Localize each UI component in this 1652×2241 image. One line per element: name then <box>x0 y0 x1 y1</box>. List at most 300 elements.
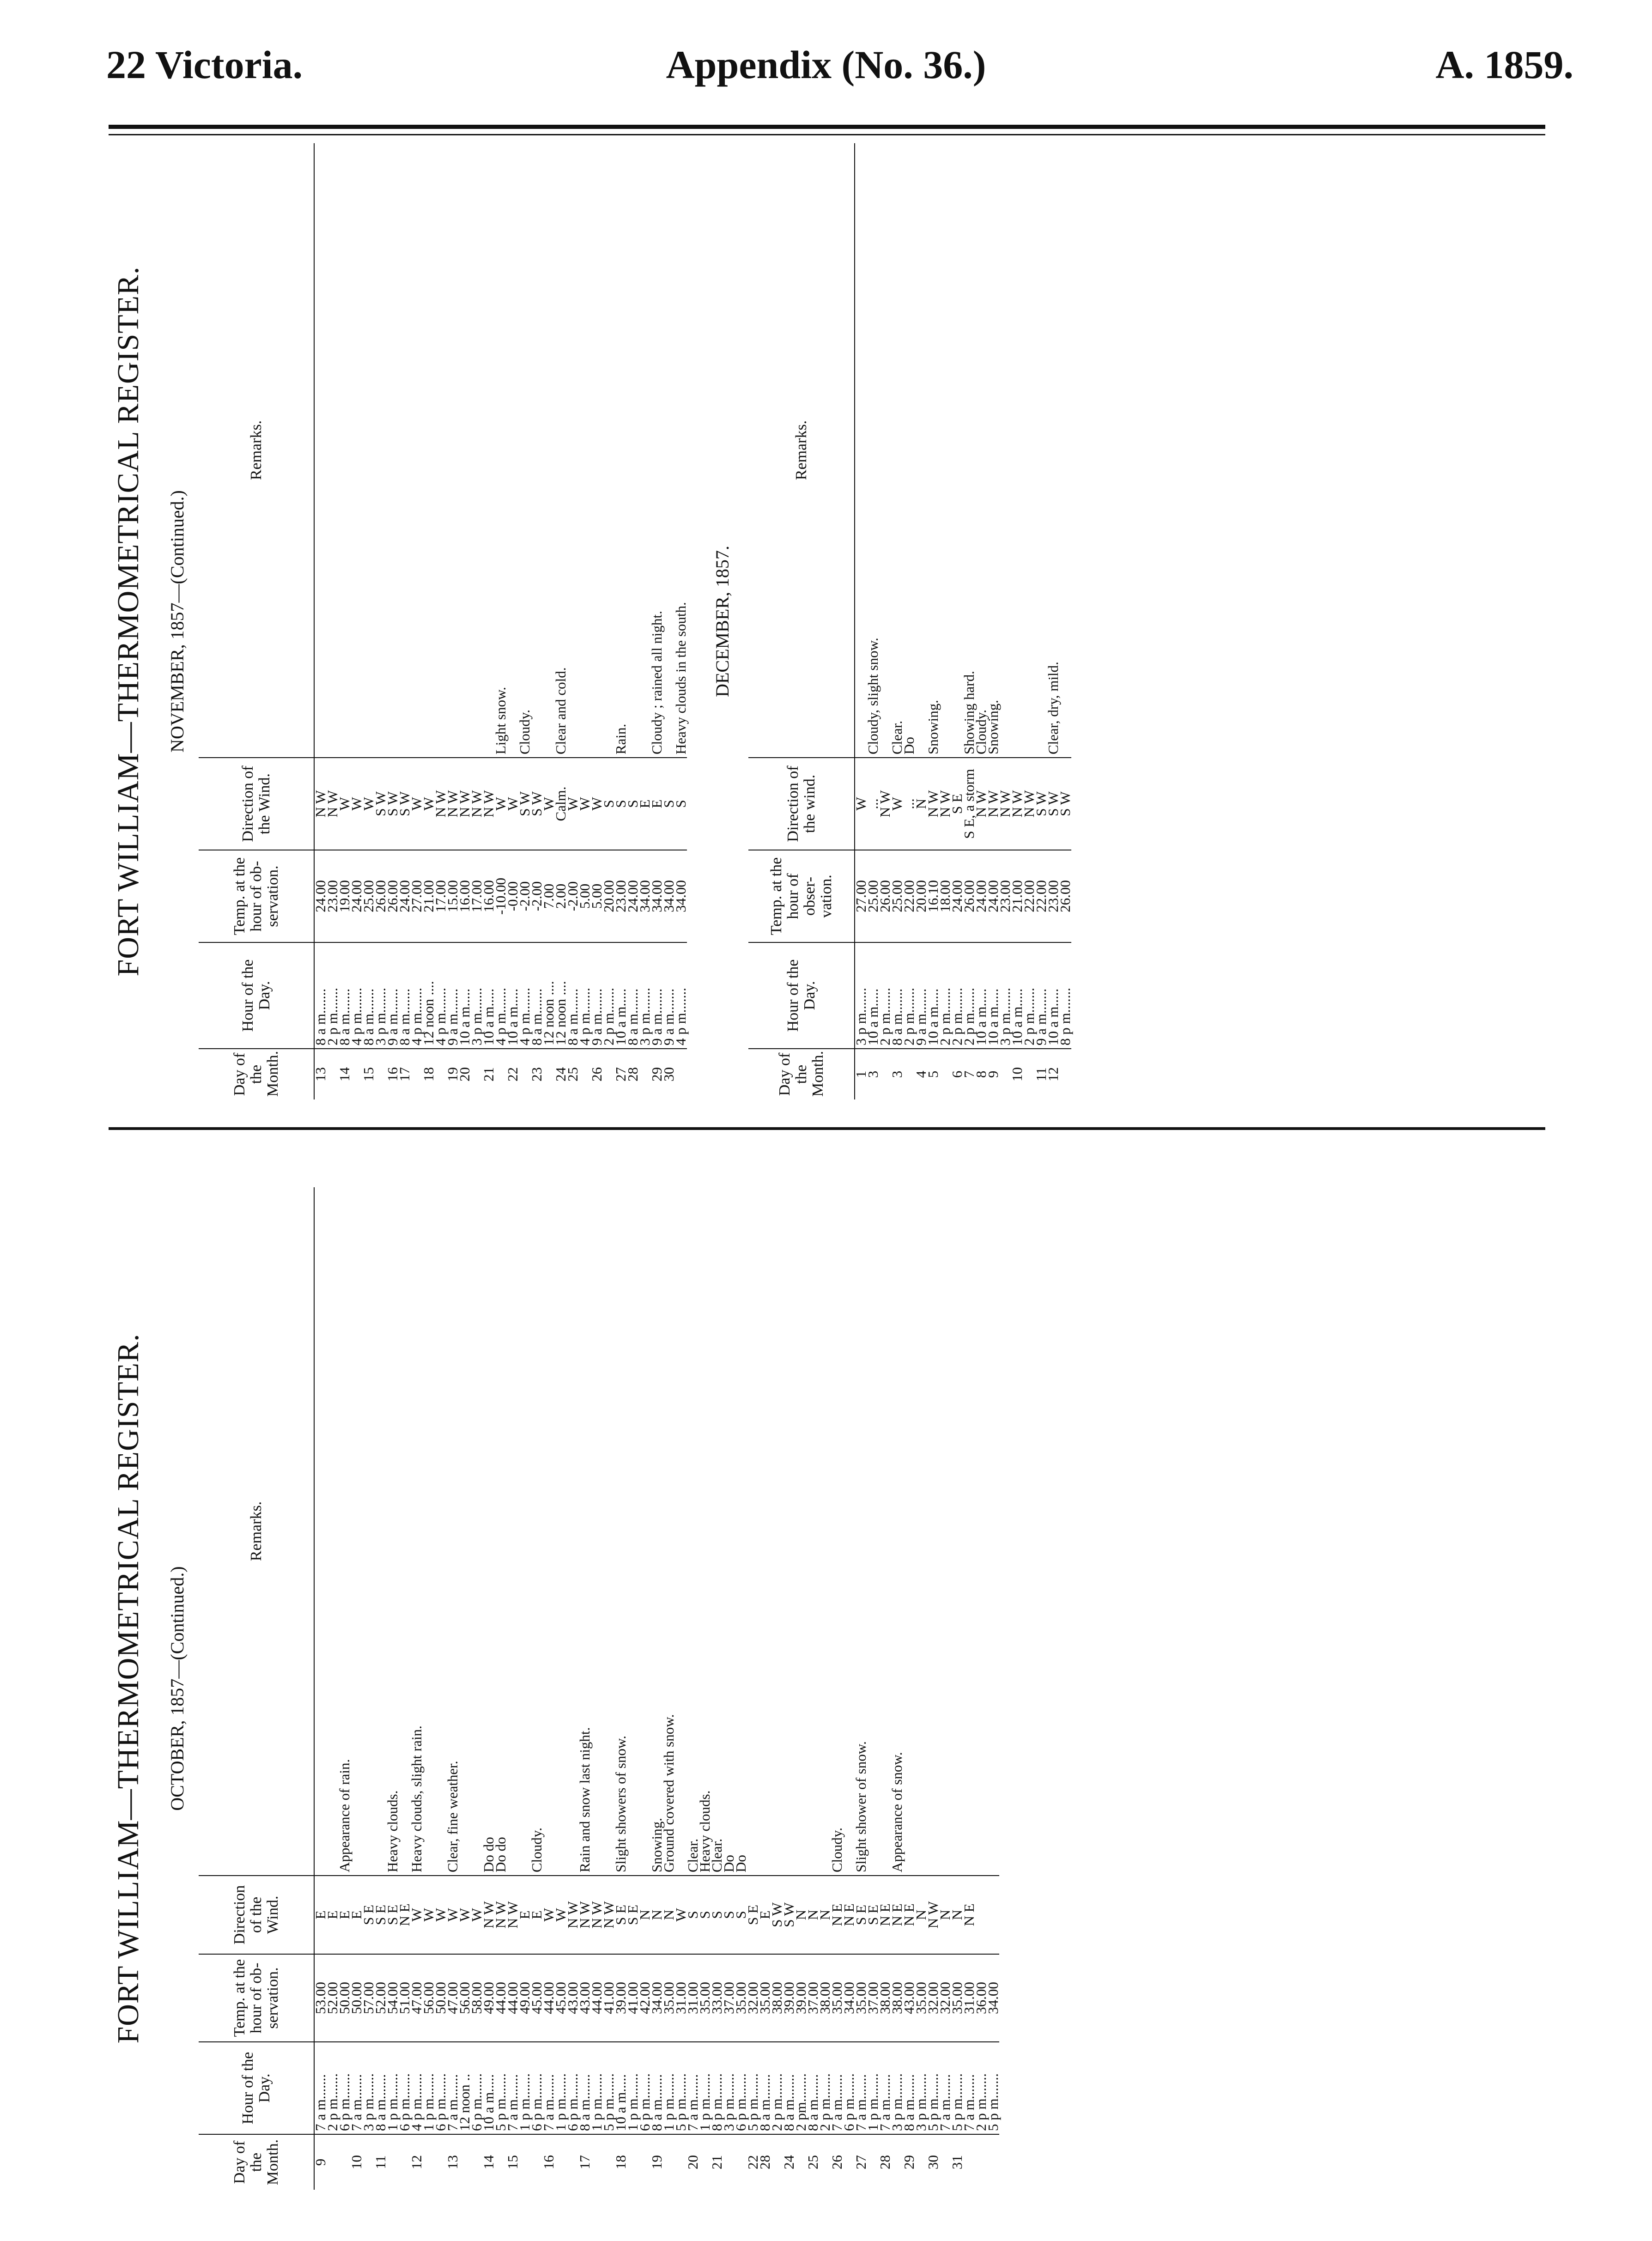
table-row <box>819 1187 831 2190</box>
temp-cell: 26.00 <box>1059 850 1071 942</box>
wind-cell: S <box>723 1876 735 1954</box>
temp-cell: 34.00 <box>651 850 663 942</box>
temp-cell: 25.00 <box>867 850 879 942</box>
day-cell: 22 <box>507 1049 519 1099</box>
temp-cell: 31.00 <box>963 1954 975 2042</box>
hour-cell: 10 a m..... <box>867 942 879 1049</box>
day-cell: 14 <box>483 2134 495 2190</box>
november-subtitle: NOVEMBER, 1857—(Continued.) <box>167 490 188 753</box>
hour-cell: 1 p m....... <box>663 2042 675 2134</box>
hour-cell: 2 p m....... <box>1023 942 1035 1049</box>
header-rule-thin <box>109 134 1545 135</box>
day-cell: 10 <box>1011 1049 1023 1099</box>
col-day: Day of the Month. <box>199 1049 314 1099</box>
day-cell: 25 <box>807 2134 819 2190</box>
day-cell: 13 <box>314 1049 327 1099</box>
temp-cell: 26.00 <box>387 850 399 942</box>
wind-cell: N E <box>831 1876 843 1954</box>
temp-cell: 44.00 <box>543 1954 555 2042</box>
wind-cell: N W <box>999 758 1011 850</box>
wind-cell: S E <box>951 758 963 850</box>
rem-cell: Clear, dry, mild. <box>1045 662 1061 754</box>
temp-cell: 26.00 <box>879 850 891 942</box>
wind-cell: N W <box>1011 758 1023 850</box>
table-row <box>663 1187 675 2190</box>
table-row <box>363 143 375 1099</box>
temp-cell: -2.00 <box>531 850 543 942</box>
table-row <box>495 1187 507 2190</box>
wind-cell: N W <box>507 1876 519 1954</box>
hour-cell: 1 p m....... <box>867 2042 879 2134</box>
table-row <box>939 1187 951 2190</box>
rem-cell: Cloudy. <box>973 709 989 754</box>
table-row <box>399 1187 411 2190</box>
day-cell: 27 <box>855 2134 867 2190</box>
temp-cell: 20.00 <box>603 850 615 942</box>
temp-cell: 20.00 <box>915 850 927 942</box>
table-row <box>591 143 603 1099</box>
wind-cell: N <box>939 1876 951 1954</box>
table-row <box>927 1187 939 2190</box>
wind-cell: N W <box>939 758 951 850</box>
hour-cell: 3 p m....... <box>891 2042 903 2134</box>
wind-cell: W <box>579 758 591 850</box>
hour-cell: 6 p m....... <box>435 2042 447 2134</box>
wind-cell: S W <box>531 758 543 850</box>
table-row <box>579 1187 591 2190</box>
wind-cell: W <box>339 758 351 850</box>
day-cell: 20 <box>687 2134 699 2190</box>
hour-cell: 2 p m....... <box>771 2042 783 2134</box>
day-cell: 18 <box>615 2134 627 2190</box>
rem-cell: Heavy clouds. <box>697 1790 713 1872</box>
wind-cell: N <box>915 1876 927 1954</box>
rem-cell <box>531 143 543 758</box>
table-row <box>483 1187 495 2190</box>
day-cell: 9 <box>314 2134 327 2190</box>
wind-cell: W <box>351 758 363 850</box>
wind-cell: N W <box>879 758 891 850</box>
hour-cell: 3 p m....... <box>915 2042 927 2134</box>
hour-cell: 1 p m....... <box>555 2042 567 2134</box>
rem-cell: Appearance of rain. <box>336 1759 352 1872</box>
table-row <box>975 143 987 1099</box>
col-day: Day of the Month. <box>748 1049 855 1099</box>
rem-cell: Snowing. <box>985 700 1001 754</box>
hour-cell: 2 p m....... <box>939 942 951 1049</box>
table-row <box>975 1187 987 2190</box>
table-row <box>447 143 459 1099</box>
rem-cell <box>627 143 639 758</box>
wind-cell: E <box>639 758 651 850</box>
table-row <box>723 1187 735 2190</box>
table-row <box>423 1187 435 2190</box>
hour-cell: 9 a m....... <box>591 942 603 1049</box>
temp-cell: 36.00 <box>975 1954 987 2042</box>
hour-cell: 8 a m....... <box>339 942 351 1049</box>
wind-cell: W <box>543 1876 555 1954</box>
hour-cell: 12 noon .... <box>423 942 435 1049</box>
table-row <box>531 1187 543 2190</box>
wind-cell: N W <box>495 1876 507 1954</box>
wind-cell: N E <box>963 1876 975 1954</box>
hour-cell: 8 p m....... <box>1059 942 1071 1049</box>
hour-cell: 6 p m....... <box>567 2042 579 2134</box>
rem-cell: Cloudy, slight snow. <box>865 638 881 754</box>
table-row <box>627 1187 639 2190</box>
temp-cell: 34.00 <box>663 850 675 942</box>
day-cell: 28 <box>759 2134 771 2190</box>
november-table <box>199 143 687 1099</box>
table-row <box>459 1187 471 2190</box>
table-row <box>867 1187 879 2190</box>
wind-cell: S W <box>399 758 411 850</box>
rem-cell <box>579 143 591 758</box>
wind-cell: N W <box>603 1876 615 1954</box>
rem-cell: Ground covered with snow. <box>661 1714 677 1872</box>
table-row <box>567 143 579 1099</box>
rem-cell: Cloudy. <box>829 1827 845 1872</box>
temp-cell: 44.00 <box>591 1954 603 2042</box>
temp-cell: 35.00 <box>663 1954 675 2042</box>
temp-cell: 34.00 <box>639 850 651 942</box>
hour-cell: 9 a m....... <box>1035 942 1047 1049</box>
col-wind: Direction of the wind. <box>748 758 855 850</box>
hour-cell: 8 p m....... <box>711 2042 723 2134</box>
rem-cell <box>915 143 927 758</box>
hour-cell: 12 noon .... <box>555 942 567 1049</box>
hour-cell: 8 a m....... <box>531 942 543 1049</box>
wind-cell: W <box>423 1876 435 1954</box>
section-divider <box>109 1127 1545 1130</box>
table-row <box>579 143 591 1099</box>
hour-cell: 2 p m....... <box>975 2042 987 2134</box>
rem-cell <box>783 1187 795 1876</box>
temp-cell: 52.00 <box>327 1954 339 2042</box>
hour-cell: 8 a m....... <box>903 2042 915 2134</box>
day-cell: 16 <box>387 1049 399 1099</box>
hour-cell: 12 noon .. <box>459 2042 471 2134</box>
volume-label: 22 Victoria. <box>106 43 303 87</box>
table-row <box>375 1187 387 2190</box>
hour-cell: 10 a m..... <box>615 2042 627 2134</box>
rem-cell <box>807 1187 819 1876</box>
hour-cell: 6 p m....... <box>471 2042 483 2134</box>
hour-cell: 8 a m....... <box>363 942 375 1049</box>
day-cell: 17 <box>579 2134 591 2190</box>
rem-cell <box>963 1187 975 1876</box>
rem-cell <box>543 143 555 758</box>
table-row <box>915 1187 927 2190</box>
day-cell: 7 <box>963 1049 975 1099</box>
wind-cell: S <box>687 1876 699 1954</box>
table-row <box>747 1187 759 2190</box>
temp-cell: 39.00 <box>783 1954 795 2042</box>
hour-cell: 8 a m....... <box>579 2042 591 2134</box>
rem-cell: Snowing. <box>649 1818 665 1872</box>
temp-cell: 37.00 <box>867 1954 879 2042</box>
rem-cell <box>759 1187 771 1876</box>
hour-cell: 3 p m....... <box>375 942 387 1049</box>
rem-cell: Heavy clouds, slight rain. <box>408 1725 425 1872</box>
day-cell: 6 <box>951 1049 963 1099</box>
hour-cell: 2 p m....... <box>819 2042 831 2134</box>
wind-cell: S <box>603 758 615 850</box>
table-row <box>387 1187 399 2190</box>
day-cell: 28 <box>879 2134 891 2190</box>
temp-cell: 31.00 <box>675 1954 687 2042</box>
hour-cell: 9 a m....... <box>387 942 399 1049</box>
wind-cell: E <box>314 1876 327 1954</box>
hour-cell: 8 a m....... <box>891 942 903 1049</box>
hour-cell: 3 p m....... <box>999 942 1011 1049</box>
table-row <box>507 143 519 1099</box>
hour-cell: 8 a m....... <box>375 2042 387 2134</box>
temp-cell: 38.00 <box>879 1954 891 2042</box>
table-row <box>687 1187 699 2190</box>
temp-cell: 21.00 <box>1011 850 1023 942</box>
temp-cell: 39.00 <box>615 1954 627 2042</box>
wind-cell: N E <box>879 1876 891 1954</box>
temp-cell: 35.00 <box>855 1954 867 2042</box>
wind-cell: S E <box>747 1876 759 1954</box>
rem-cell: Do <box>721 1855 737 1872</box>
temp-cell: 23.00 <box>615 850 627 942</box>
wind-cell: S <box>615 758 627 850</box>
wind-cell: S E <box>627 1876 639 1954</box>
day-cell: 15 <box>507 2134 519 2190</box>
temp-cell: 37.00 <box>807 1954 819 2042</box>
temp-cell: 58.00 <box>471 1954 483 2042</box>
wind-cell: E <box>327 1876 339 1954</box>
rem-cell: Heavy clouds in the south. <box>673 602 689 754</box>
wind-cell: N W <box>567 1876 579 1954</box>
temp-cell: 32.00 <box>939 1954 951 2042</box>
table-row <box>675 1187 687 2190</box>
day-cell: 29 <box>903 2134 915 2190</box>
wind-cell: S <box>711 1876 723 1954</box>
rem-cell <box>507 143 519 758</box>
hour-cell: 4 p m....... <box>675 942 687 1049</box>
hour-cell: 3 p m....... <box>363 2042 375 2134</box>
table-row <box>915 143 927 1099</box>
wind-cell: S W <box>771 1876 783 1954</box>
table-row <box>363 1187 375 2190</box>
table-row <box>495 143 507 1099</box>
wind-cell: W <box>555 1876 567 1954</box>
temp-cell: 22.00 <box>903 850 915 942</box>
wind-cell: S W <box>387 758 399 850</box>
table-row <box>771 1187 783 2190</box>
hour-cell: 9 a m....... <box>663 942 675 1049</box>
wind-cell: W <box>591 758 603 850</box>
hour-cell: 12 noon .... <box>543 942 555 1049</box>
table-row <box>339 1187 351 2190</box>
table-row <box>987 143 999 1099</box>
table-row <box>675 143 687 1099</box>
rem-cell <box>939 143 951 758</box>
rem-cell <box>603 143 615 758</box>
rem-cell <box>951 143 963 758</box>
temp-cell: 56.00 <box>423 1954 435 2042</box>
rem-cell <box>314 143 327 758</box>
table-row <box>951 143 963 1099</box>
hour-cell: 2 p m....... <box>879 942 891 1049</box>
table-row <box>423 143 435 1099</box>
wind-cell: E <box>339 1876 351 1954</box>
temp-cell: 25.00 <box>363 850 375 942</box>
table-row <box>735 1187 747 2190</box>
hour-cell: 1 p m....... <box>387 2042 399 2134</box>
rem-cell <box>951 1187 963 1876</box>
hour-cell: 10 a m..... <box>507 942 519 1049</box>
rem-cell <box>567 143 579 758</box>
wind-cell: S <box>699 1876 711 1954</box>
day-cell: 26 <box>591 1049 603 1099</box>
day-cell: 19 <box>447 1049 459 1099</box>
temp-cell: 23.00 <box>999 850 1011 942</box>
wind-cell: N <box>819 1876 831 1954</box>
table-row <box>519 143 531 1099</box>
rem-cell <box>915 1187 927 1876</box>
day-cell: 3 <box>867 1049 879 1099</box>
day-cell: 12 <box>411 2134 423 2190</box>
hour-cell: 6 p m....... <box>339 2042 351 2134</box>
hour-cell: 3 p m....... <box>471 942 483 1049</box>
table-row <box>411 1187 423 2190</box>
wind-cell: N W <box>314 758 327 850</box>
wind-cell: N W <box>459 758 471 850</box>
temp-cell: 35.00 <box>735 1954 747 2042</box>
hour-cell: 8 a m....... <box>567 942 579 1049</box>
temp-cell: 43.00 <box>903 1954 915 2042</box>
temp-cell: 32.00 <box>747 1954 759 2042</box>
rem-cell: Clear, fine weather. <box>444 1761 461 1872</box>
rem-cell <box>327 143 339 758</box>
hour-cell: 6 p m....... <box>843 2042 855 2134</box>
table-row <box>327 143 339 1099</box>
december-subtitle: DECEMBER, 1857. <box>712 546 733 697</box>
temp-cell: 24.00 <box>987 850 999 942</box>
november-title: FORT WILLIAM—THERMOMETRICAL REGISTER. <box>111 266 145 977</box>
october-register <box>106 1187 1492 2190</box>
day-cell: 20 <box>459 1049 471 1099</box>
temp-cell: 34.00 <box>843 1954 855 2042</box>
table-row <box>543 143 555 1099</box>
wind-cell: Calm. <box>555 758 567 850</box>
rem-cell: Do do <box>480 1837 497 1872</box>
table-row <box>399 143 411 1099</box>
wind-cell: N W <box>483 758 495 850</box>
hour-cell: 10 a m..... <box>1011 942 1023 1049</box>
col-remarks: Remarks. <box>199 1187 314 1876</box>
hour-cell: 10 a m..... <box>987 942 999 1049</box>
table-row <box>483 143 495 1099</box>
year-label: A. 1859. <box>1435 43 1573 87</box>
temp-cell: -2.00 <box>519 850 531 942</box>
day-cell: 30 <box>663 1049 675 1099</box>
temp-cell: 49.00 <box>519 1954 531 2042</box>
wind-cell: N W <box>327 758 339 850</box>
wind-cell: E <box>531 1876 543 1954</box>
table-row <box>375 143 387 1099</box>
hour-cell: 7 a m....... <box>447 2042 459 2134</box>
rem-cell: Appearance of snow. <box>889 1752 905 1872</box>
october-subtitle: OCTOBER, 1857—(Continued.) <box>167 1566 188 1811</box>
nov-dec-register <box>106 143 1492 1099</box>
day-cell: 28 <box>627 1049 639 1099</box>
rem-cell <box>363 143 375 758</box>
table-row <box>615 1187 627 2190</box>
table-row <box>1023 143 1035 1099</box>
temp-cell: 15.00 <box>447 850 459 942</box>
temp-cell: 49.00 <box>483 1954 495 2042</box>
temp-cell: 50.00 <box>435 1954 447 2042</box>
hour-cell: 5 p m....... <box>987 2042 999 2134</box>
hour-cell: 10 a m..... <box>1047 942 1059 1049</box>
table-row <box>459 143 471 1099</box>
wind-cell: N E <box>891 1876 903 1954</box>
col-remarks: Remarks. <box>199 143 314 758</box>
table-row <box>963 1187 975 2190</box>
wind-cell: W <box>471 1876 483 1954</box>
wind-cell: S W <box>1059 758 1071 850</box>
hour-cell: 1 p m....... <box>627 2042 639 2134</box>
table-row <box>699 1187 711 2190</box>
rem-cell <box>447 143 459 758</box>
rem-cell <box>555 1187 567 1876</box>
table-row <box>314 143 327 1099</box>
rem-cell: Slight shower of snow. <box>853 1741 869 1872</box>
day-cell <box>975 2134 987 2190</box>
table-row <box>963 143 975 1099</box>
hour-cell: 6 p m....... <box>639 2042 651 2134</box>
day-cell: 5 <box>927 1049 939 1099</box>
temp-cell: 33.00 <box>711 1954 723 2042</box>
table-row <box>471 143 483 1099</box>
hour-cell: 7 a m....... <box>351 2042 363 2134</box>
hour-cell: 4 p m....... <box>579 942 591 1049</box>
day-cell: 29 <box>651 1049 663 1099</box>
wind-cell: W <box>543 758 555 850</box>
table-row <box>843 1187 855 2190</box>
temp-cell: 19.00 <box>339 850 351 942</box>
day-cell: 4 <box>915 1049 927 1099</box>
rem-cell <box>351 143 363 758</box>
rem-cell: Rain and snow last night. <box>577 1727 593 1872</box>
hour-cell: 2 p m....... <box>327 2042 339 2134</box>
table-row <box>519 1187 531 2190</box>
hour-cell: 7 a m....... <box>939 2042 951 2134</box>
table-row <box>314 1187 327 2190</box>
col-wind: Direction of the Wind. <box>199 758 314 850</box>
day-cell: 23 <box>531 1049 543 1099</box>
table-row <box>783 1187 795 2190</box>
temp-cell: 24.00 <box>399 850 411 942</box>
wind-cell: W <box>411 758 423 850</box>
table-row <box>555 1187 567 2190</box>
day-cell: 16 <box>543 2134 555 2190</box>
hour-cell: 4 p m....... <box>519 942 531 1049</box>
temp-cell: 17.00 <box>435 850 447 942</box>
wind-cell: N W <box>987 758 999 850</box>
table-row <box>435 1187 447 2190</box>
wind-cell: N <box>807 1876 819 1954</box>
temp-cell: 21.00 <box>423 850 435 942</box>
temp-cell: 34.00 <box>987 1954 999 2042</box>
wind-cell: N <box>795 1876 807 1954</box>
temp-cell: 35.00 <box>699 1954 711 2042</box>
